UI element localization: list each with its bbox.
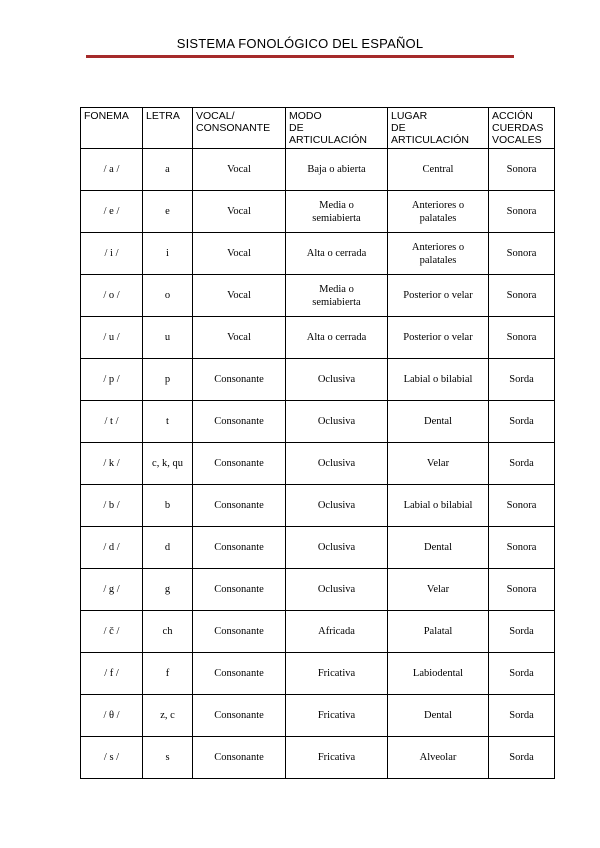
cell-line: Consonante bbox=[214, 500, 264, 511]
fonema-cell bbox=[81, 191, 143, 233]
lugar-cell bbox=[388, 527, 489, 569]
cell-line: i bbox=[166, 248, 169, 259]
modo-cell bbox=[286, 401, 388, 443]
modo-cell bbox=[286, 695, 388, 737]
cell-line: Dental bbox=[424, 416, 452, 427]
table-row bbox=[81, 485, 555, 527]
cell-line: Sorda bbox=[509, 710, 534, 721]
page-title: SISTEMA FONOLÓGICO DEL ESPAÑOL bbox=[176, 36, 424, 51]
letra-cell bbox=[143, 149, 193, 191]
fonema-cell bbox=[81, 611, 143, 653]
cell-line: b bbox=[164, 500, 171, 511]
accion-cell bbox=[489, 653, 555, 695]
tipo-cell bbox=[193, 611, 286, 653]
cell-line: Oclusiva bbox=[317, 584, 356, 595]
fonema-cell bbox=[81, 359, 143, 401]
table-body bbox=[81, 149, 555, 779]
cell-line: Africada bbox=[318, 626, 355, 637]
cell-line: Sonora bbox=[506, 332, 537, 343]
table-row bbox=[81, 149, 555, 191]
tipo-cell bbox=[193, 695, 286, 737]
accion-cell bbox=[489, 527, 555, 569]
cell-line: Central bbox=[422, 164, 454, 175]
fonema-cell bbox=[81, 401, 143, 443]
header-line: VOCAL/ bbox=[196, 110, 235, 122]
cell-line: Velar bbox=[426, 584, 450, 595]
cell-line: palatales bbox=[419, 254, 457, 266]
phoneme-table bbox=[80, 107, 555, 779]
cell-line: u bbox=[164, 332, 171, 343]
cell-line: Posterior o velar bbox=[403, 332, 473, 343]
modo-cell bbox=[286, 233, 388, 275]
letra-cell bbox=[143, 611, 193, 653]
header-line: CUERDAS bbox=[492, 122, 544, 134]
cell-line: Media o bbox=[319, 283, 354, 295]
header-fonema bbox=[81, 108, 143, 149]
header-line: ACCIÓN bbox=[492, 110, 533, 122]
tipo-cell bbox=[193, 527, 286, 569]
table-row bbox=[81, 527, 555, 569]
cell-line: z, c bbox=[160, 710, 175, 721]
header-line: FONEMA bbox=[84, 110, 129, 122]
fonema-cell bbox=[81, 275, 143, 317]
accion-cell bbox=[489, 485, 555, 527]
cell-line: g bbox=[164, 584, 171, 595]
letra-cell bbox=[143, 653, 193, 695]
header-line: LETRA bbox=[146, 110, 180, 122]
accion-cell bbox=[489, 359, 555, 401]
table-row bbox=[81, 275, 555, 317]
lugar-cell bbox=[388, 443, 489, 485]
modo-cell bbox=[286, 275, 388, 317]
table-row bbox=[81, 191, 555, 233]
header-lugar-articulacion bbox=[388, 108, 489, 149]
cell-line: Consonante bbox=[214, 752, 264, 763]
tipo-cell bbox=[193, 275, 286, 317]
table-row bbox=[81, 359, 555, 401]
tipo-cell bbox=[193, 737, 286, 779]
cell-line: palatales bbox=[419, 212, 457, 224]
cell-line: Consonante bbox=[214, 668, 264, 679]
cell-line: / p / bbox=[103, 374, 120, 385]
lugar-cell bbox=[388, 233, 489, 275]
cell-line: f bbox=[165, 668, 170, 679]
fonema-cell bbox=[81, 695, 143, 737]
tipo-cell bbox=[193, 233, 286, 275]
cell-line: e bbox=[165, 206, 170, 217]
cell-line: Media o bbox=[319, 199, 354, 211]
modo-cell bbox=[286, 317, 388, 359]
cell-line: / g / bbox=[103, 584, 120, 595]
cell-line: p bbox=[164, 374, 171, 385]
cell-line: Labiodental bbox=[412, 668, 464, 679]
letra-cell bbox=[143, 737, 193, 779]
cell-line: Fricativa bbox=[317, 752, 356, 763]
header-line: VOCALES bbox=[492, 134, 542, 146]
lugar-cell bbox=[388, 569, 489, 611]
cell-line: / u / bbox=[103, 332, 120, 343]
cell-line: semiabierta bbox=[312, 296, 361, 308]
letra-cell bbox=[143, 401, 193, 443]
cell-line: / č / bbox=[103, 626, 120, 637]
table-row bbox=[81, 233, 555, 275]
letra-cell bbox=[143, 317, 193, 359]
cell-line: Vocal bbox=[227, 164, 251, 175]
cell-line: Vocal bbox=[227, 290, 251, 301]
cell-line: Sonora bbox=[506, 248, 537, 259]
cell-line: Vocal bbox=[227, 206, 251, 217]
table-row bbox=[81, 569, 555, 611]
modo-cell bbox=[286, 443, 388, 485]
cell-line: Dental bbox=[424, 542, 452, 553]
tipo-cell bbox=[193, 401, 286, 443]
letra-cell bbox=[143, 569, 193, 611]
fonema-cell bbox=[81, 737, 143, 779]
cell-line: / f / bbox=[104, 668, 119, 679]
letra-cell bbox=[143, 443, 193, 485]
cell-line: / θ / bbox=[103, 710, 120, 721]
accion-cell bbox=[489, 191, 555, 233]
cell-line: / d / bbox=[103, 542, 120, 553]
lugar-cell bbox=[388, 359, 489, 401]
cell-line: Oclusiva bbox=[317, 500, 356, 511]
table-row bbox=[81, 611, 555, 653]
cell-line: Alveolar bbox=[419, 752, 457, 763]
modo-cell bbox=[286, 359, 388, 401]
cell-line: Consonante bbox=[214, 374, 264, 385]
header-line: CONSONANTE bbox=[196, 122, 271, 134]
cell-line: Oclusiva bbox=[317, 458, 356, 469]
header-line: DE bbox=[391, 122, 406, 134]
header-line: MODO bbox=[289, 110, 322, 122]
cell-line: o bbox=[164, 290, 171, 301]
modo-cell bbox=[286, 611, 388, 653]
cell-line: Sorda bbox=[509, 668, 534, 679]
letra-cell bbox=[143, 191, 193, 233]
cell-line: Fricativa bbox=[317, 710, 356, 721]
tipo-cell bbox=[193, 191, 286, 233]
tipo-cell bbox=[193, 569, 286, 611]
table-header-row bbox=[81, 108, 555, 149]
accion-cell bbox=[489, 569, 555, 611]
table-row bbox=[81, 443, 555, 485]
lugar-cell bbox=[388, 401, 489, 443]
cell-line: t bbox=[166, 416, 169, 427]
cell-line: Anteriores o bbox=[411, 241, 465, 253]
cell-line: / k / bbox=[103, 458, 120, 469]
cell-line: / b / bbox=[103, 500, 120, 511]
letra-cell bbox=[143, 275, 193, 317]
cell-line: s bbox=[165, 752, 170, 763]
table-row bbox=[81, 695, 555, 737]
cell-line: Oclusiva bbox=[317, 542, 356, 553]
fonema-cell bbox=[81, 149, 143, 191]
header-accion-cuerdas-vocales bbox=[489, 108, 555, 149]
header-vocal-consonante bbox=[193, 108, 286, 149]
header-modo-articulacion bbox=[286, 108, 388, 149]
tipo-cell bbox=[193, 317, 286, 359]
table-row bbox=[81, 401, 555, 443]
lugar-cell bbox=[388, 611, 489, 653]
cell-line: Fricativa bbox=[317, 668, 356, 679]
accion-cell bbox=[489, 611, 555, 653]
cell-line: Sonora bbox=[506, 206, 537, 217]
tipo-cell bbox=[193, 485, 286, 527]
modo-cell bbox=[286, 653, 388, 695]
cell-line: / e / bbox=[103, 206, 120, 217]
cell-line: ch bbox=[162, 626, 173, 637]
header-line: ARTICULACIÓN bbox=[289, 134, 367, 146]
cell-line: Sonora bbox=[506, 164, 537, 175]
lugar-cell bbox=[388, 317, 489, 359]
header-line: LUGAR bbox=[391, 110, 428, 122]
cell-line: Baja o abierta bbox=[307, 164, 366, 175]
cell-line: Consonante bbox=[214, 710, 264, 721]
lugar-cell bbox=[388, 191, 489, 233]
lugar-cell bbox=[388, 737, 489, 779]
modo-cell bbox=[286, 569, 388, 611]
table-row bbox=[81, 737, 555, 779]
cell-line: / a / bbox=[103, 164, 120, 175]
letra-cell bbox=[143, 485, 193, 527]
letra-cell bbox=[143, 695, 193, 737]
table-row bbox=[81, 317, 555, 359]
letra-cell bbox=[143, 527, 193, 569]
modo-cell bbox=[286, 527, 388, 569]
accion-cell bbox=[489, 401, 555, 443]
cell-line: Alta o cerrada bbox=[306, 332, 367, 343]
cell-line: c, k, qu bbox=[152, 458, 183, 469]
tipo-cell bbox=[193, 149, 286, 191]
cell-line: Sorda bbox=[509, 374, 534, 385]
tipo-cell bbox=[193, 653, 286, 695]
accion-cell bbox=[489, 149, 555, 191]
lugar-cell bbox=[388, 485, 489, 527]
header-line: DE bbox=[289, 122, 304, 134]
cell-line: / i / bbox=[104, 248, 119, 259]
cell-line: Sorda bbox=[509, 416, 534, 427]
accion-cell bbox=[489, 695, 555, 737]
accion-cell bbox=[489, 737, 555, 779]
accion-cell bbox=[489, 275, 555, 317]
cell-line: Labial o bilabial bbox=[403, 374, 473, 385]
header-line: ARTICULACIÓN bbox=[391, 134, 469, 146]
cell-line: a bbox=[165, 164, 170, 175]
cell-line: Alta o cerrada bbox=[306, 248, 367, 259]
tipo-cell bbox=[193, 443, 286, 485]
modo-cell bbox=[286, 149, 388, 191]
cell-line: Consonante bbox=[214, 626, 264, 637]
cell-line: Posterior o velar bbox=[403, 290, 473, 301]
cell-line: Oclusiva bbox=[317, 416, 356, 427]
modo-cell bbox=[286, 737, 388, 779]
cell-line: Consonante bbox=[214, 542, 264, 553]
lugar-cell bbox=[388, 695, 489, 737]
cell-line: Sorda bbox=[509, 458, 534, 469]
cell-line: / s / bbox=[103, 752, 120, 763]
fonema-cell bbox=[81, 233, 143, 275]
cell-line: Sonora bbox=[506, 290, 537, 301]
cell-line: Oclusiva bbox=[317, 374, 356, 385]
letra-cell bbox=[143, 359, 193, 401]
lugar-cell bbox=[388, 275, 489, 317]
cell-line: Anteriores o bbox=[411, 199, 465, 211]
modo-cell bbox=[286, 191, 388, 233]
cell-line: Sonora bbox=[506, 500, 537, 511]
fonema-cell bbox=[81, 317, 143, 359]
cell-line: Labial o bilabial bbox=[403, 500, 473, 511]
lugar-cell bbox=[388, 653, 489, 695]
cell-line: semiabierta bbox=[312, 212, 361, 224]
cell-line: Consonante bbox=[214, 416, 264, 427]
table-row bbox=[81, 653, 555, 695]
cell-line: Consonante bbox=[214, 584, 264, 595]
cell-line: Vocal bbox=[227, 332, 251, 343]
cell-line: Vocal bbox=[227, 248, 251, 259]
cell-line: Dental bbox=[424, 710, 452, 721]
fonema-cell bbox=[81, 653, 143, 695]
cell-line: / t / bbox=[104, 416, 119, 427]
accion-cell bbox=[489, 233, 555, 275]
tipo-cell bbox=[193, 359, 286, 401]
cell-line: Sorda bbox=[509, 626, 534, 637]
cell-line: / o / bbox=[103, 290, 120, 301]
lugar-cell bbox=[388, 149, 489, 191]
cell-line: Sonora bbox=[506, 584, 537, 595]
fonema-cell bbox=[81, 569, 143, 611]
cell-line: d bbox=[164, 542, 171, 553]
cell-line: Sorda bbox=[509, 752, 534, 763]
cell-line: Consonante bbox=[214, 458, 264, 469]
accion-cell bbox=[489, 317, 555, 359]
title-underline bbox=[86, 55, 514, 58]
cell-line: Sonora bbox=[506, 542, 537, 553]
fonema-cell bbox=[81, 527, 143, 569]
fonema-cell bbox=[81, 443, 143, 485]
header-letra bbox=[143, 108, 193, 149]
accion-cell bbox=[489, 443, 555, 485]
modo-cell bbox=[286, 485, 388, 527]
cell-line: Palatal bbox=[423, 626, 453, 637]
cell-line: Velar bbox=[426, 458, 450, 469]
fonema-cell bbox=[81, 485, 143, 527]
letra-cell bbox=[143, 233, 193, 275]
